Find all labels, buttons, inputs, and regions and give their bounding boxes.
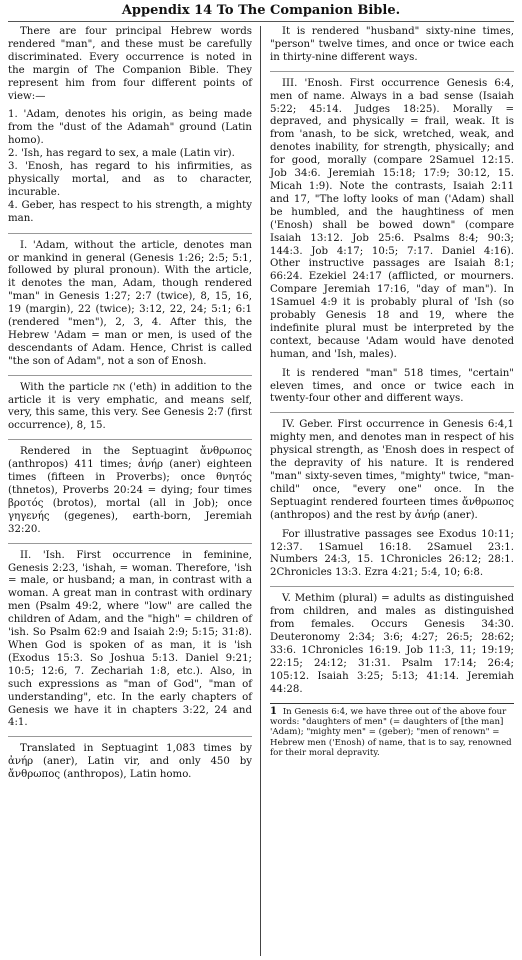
paragraph: IV. Geber. First occurrence in Genesis 6:4,1 mighty men, and denotes man in respect of his physical strength, as 'Enosh does in respect of the depravity of his nature. It is rendered "man" sixty-seven times, "mighty" twice, "man-child" once, "every one" once. In the Septuagint rendered fourteen times ἄνθρωπος (anthropos) and the rest by ἀνήρ (aner). [270, 419, 514, 521]
paragraph: With the particle את ('eth) in addition to the article it is very emphatic, and means self, very, this same, this very. See Genesis 2:7 (first occurrence), 8, 15. [8, 381, 252, 432]
columns [8, 26, 514, 956]
paragraph: It is rendered "man" 518 times, "certain" eleven times, and once or twice each in twenty-four other and different ways. [270, 367, 514, 405]
section-divider [270, 586, 514, 587]
section-divider [8, 543, 252, 544]
footnote [270, 703, 514, 759]
footnote-text: In Genesis 6:4, we have three out of the above four words: "daughters of men" (= daughters of [the man] 'Adam); "mighty men" = (geber); "men of renown" = Hebrew men ('Enosh) of name, that is to say, renowned for their moral depravity. [270, 706, 512, 759]
paragraph: It is rendered "husband" sixty-nine times, "person" twelve times, and once or twice each in thirty-nine different ways. [270, 26, 514, 63]
paragraph: Translated in Septuagint 1,083 times by ἀνήρ (aner), Latin vir, and only 450 by ἄνθρωπος (anthropos), Latin homo. [8, 743, 252, 781]
page-title: Appendix 14 To The Companion Bible. [8, 3, 514, 22]
section-divider [8, 439, 252, 440]
footnote-number: 1 [270, 705, 277, 717]
list-item: 3. 'Enosh, has regard to his infirmities, as physically mortal, and as to character, incurable. [8, 161, 252, 198]
section-divider [8, 375, 252, 376]
list-item: 1. 'Adam, denotes his origin, as being made from the "dust of the Adamah" ground (Latin homo). [8, 109, 252, 147]
section-divider [270, 412, 514, 413]
list-item: 2. 'Ish, has regard to sex, a male (Latin vir). [8, 148, 235, 160]
section-divider [8, 736, 252, 737]
paragraph: II. 'Ish. First occurrence in feminine, Genesis 2:23, 'ishah, = woman. Therefore, 'ish = male, or husband; a man, in contrast with a woman. A great man in contrast with ordinary men (Psalm 49:2, where "low" are called the children of Adam, and the "high" = children of 'ish. So Psalm 62:9 and Isaiah 2:9; 5:15; 31:8). When God is spoken of as man, it is 'ish (Exodus 15:3. So Joshua 5:13. Daniel 9:21; 10:5; 12:6, 7. Zechariah 1:8, etc.). Also, in such expressions as "man of God", "man of understanding", etc. In the early chapters of Genesis we have it in chapters 3:22, 24 and 4:1. [8, 549, 252, 729]
section-divider [270, 71, 514, 72]
section-divider [8, 233, 252, 234]
left-column [8, 26, 261, 956]
points-of-view-list [8, 109, 252, 225]
right-column-body [270, 26, 514, 697]
paragraph: Rendered in the Septuagint ἄνθρωπος (anthropos) 411 times; ἀνήρ (aner) eighteen times (fifteen in Proverbs); once θνητός (thnetos), Proverbs 20:24 = dying; four times βροτός (brotos), mortal (all in Job); once γηγενής (gegenes), earth-born, Jeremiah 32:20. [8, 446, 252, 535]
paragraph: V. Methim (plural) = adults as distinguished from children, and males as distinguished from females. Occurs Genesis 34:30. Deuteronomy 2:34; 3:6; 4:27; 26:5; 28:62; 33:6. 1Chronicles 16:19. Job 11:3, 11; 19:19; 22:15; 24:12; 31:31. Psalm 17:14; 26:4; 105:12. Isaiah 3:25; 5:13; 41:14. Jeremiah 44:28. [270, 593, 514, 695]
paragraph: I. 'Adam, without the article, denotes man or mankind in general (Genesis 1:26; 2:5; 5:1, followed by plural pronoun). With the article, it denotes the man, Adam, though rendered "man" in Genesis 1:27; 2:7 (twice), 8, 15, 16, 19 (margin), 22 (twice); 3:12, 22, 24; 5:1; 6:1 (rendered "men"), 2, 3, 4. After this, the Hebrew 'Adam = man or men, is used of the descendants of Adam. Hence, Christ is called "the son of Adam", not a son of Enosh. [8, 239, 252, 367]
paragraph: There are four principal Hebrew words rendered "man", and these must be carefully discriminated. Every occurrence is noted in the margin of The Companion Bible. They represent him from four different points of view:— [8, 26, 252, 102]
paragraph: III. 'Enosh. First occurrence Genesis 6:4, men of name. Always in a bad sense (Isaiah 5:22; 45:14. Judges 18:25). Morally = depraved, and physically = frail, weak. It is from 'anash, to be sick, wretched, weak, and denotes inability, for strength, physically; and for good, morally (compare 2Samuel 12:15. Job 34:6. Jeremiah 15:18; 17:9; 30:12, 15. Micah 1:9). Note the contrasts, Isaiah 2:11 and 17, "The lofty looks of man ('Adam) shall be humbled, and the haughtiness of men ('Enosh) shall be bowed down" (compare Isaiah 13:12. Job 25:6. Psalms 8:4; 90:3; 144:3. Job 4:17; 10:5; 7:17. Daniel 4:16). Other instructive passages are Isaiah 8:1; 66:24. Ezekiel 24:17 (afflicted, or mourners. Compare Jeremiah 17:16, "day of man"). In 1Samuel 4:9 it is probably plural of 'Ish (so probably Genesis 18 and 19, where the indefinite plural must be interpreted by the context, because 'Adam would have denoted human, and 'Ish, males). [270, 77, 514, 360]
list-item: 4. Geber, has respect to his strength, a mighty man. [8, 199, 252, 224]
right-column [261, 26, 514, 956]
paragraph: For illustrative passages see Exodus 10:11; 12:37. 1Samuel 16:18. 2Samuel 23:1. Numbers 24:3, 15. 1Chronicles 26:12; 28:1. 2Chronicles 13:3. Ezra 4:21; 5:4, 10; 6:8. [270, 528, 514, 579]
